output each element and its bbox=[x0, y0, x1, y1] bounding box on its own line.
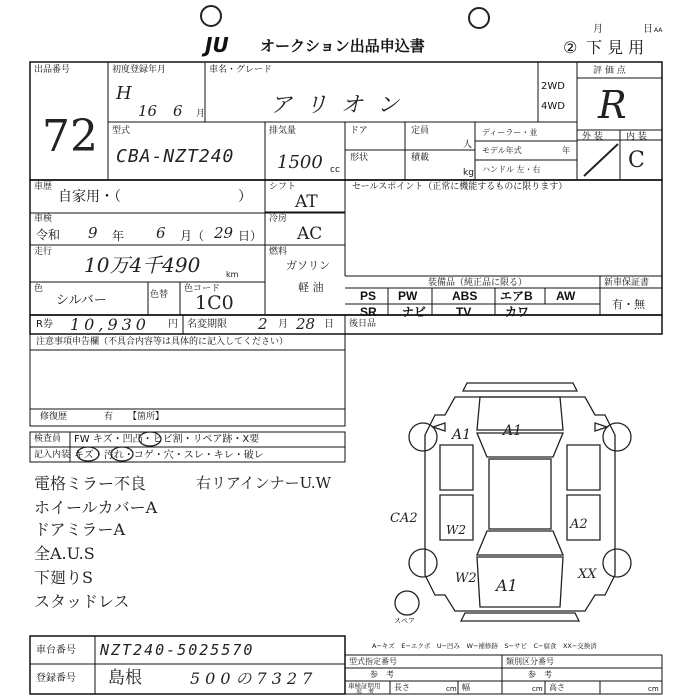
inspector-label: 検査員 bbox=[34, 434, 62, 444]
viewer-mark: ② bbox=[563, 38, 578, 57]
r-ticket-value: 10,930 bbox=[70, 315, 150, 334]
color-replace-label: 色替 bbox=[150, 290, 169, 300]
fuel-label: 燃料 bbox=[269, 247, 288, 257]
model-value: CBA-NZT240 bbox=[116, 146, 235, 167]
note-line-5: 下廻りS bbox=[34, 568, 93, 587]
equipment-abs: ABS bbox=[452, 289, 478, 303]
mileage-unit: km bbox=[226, 270, 239, 279]
door-label: ドア bbox=[350, 126, 368, 136]
rating-slash-icon bbox=[578, 140, 628, 180]
body-mark-6: W2 bbox=[455, 571, 477, 586]
inspector-items: FW キズ・凹凸・ヒビ割・リペア跡・X要 bbox=[74, 434, 260, 445]
equipment-sr: SR bbox=[360, 305, 377, 319]
note-line-6: スタッドレス bbox=[34, 592, 130, 611]
note-line-4: 全A.U.S bbox=[34, 544, 95, 563]
inspection-year-unit: 年 bbox=[112, 229, 125, 243]
equipment-navi: ナビ bbox=[402, 305, 427, 319]
exterior-label: 外 装 bbox=[582, 132, 603, 142]
color-label: 色 bbox=[34, 284, 44, 294]
2wd-label: 2WD bbox=[541, 81, 565, 92]
handle-label: ハンドル 左・右 bbox=[482, 165, 541, 174]
first-registration-label: 初度登録年月 bbox=[112, 65, 167, 75]
model-year-unit: 年 bbox=[562, 146, 570, 155]
displacement-label: 排気量 bbox=[269, 126, 297, 136]
body-mark-3: CA2 bbox=[390, 511, 418, 526]
capacity-label: 定員 bbox=[411, 126, 430, 136]
repair-location-label: 【箇所】 bbox=[128, 412, 165, 422]
repair-has-label: 有 bbox=[104, 412, 114, 422]
equipment-airbag: エアB bbox=[500, 289, 533, 303]
mileage-value: 10万4千490 bbox=[84, 253, 201, 277]
model-label: 型式 bbox=[112, 126, 131, 136]
body-mark-7: A1 bbox=[496, 576, 518, 595]
4wd-label: 4WD bbox=[541, 101, 565, 112]
load-unit: kg bbox=[463, 168, 474, 178]
interior-rating-value: C bbox=[628, 148, 645, 173]
body-mark-5: A2 bbox=[570, 517, 588, 532]
body-mark-8: XX bbox=[578, 567, 597, 582]
interior-label: 内 装 bbox=[626, 132, 647, 142]
body-mark-1: A1 bbox=[452, 427, 472, 443]
sales-point-label: セールスポイント（正常に機能するものに限ります） bbox=[352, 182, 568, 192]
reg-year: 16 bbox=[138, 102, 158, 120]
fuel-light-oil: 軽 油 bbox=[298, 281, 324, 294]
deadline-day-unit: 日 bbox=[324, 319, 334, 330]
car-name-grade-label: 車名・グレード bbox=[209, 65, 273, 75]
mileage-label: 走行 bbox=[34, 247, 53, 257]
rating-value: R bbox=[598, 83, 627, 127]
check-circles bbox=[30, 430, 345, 465]
length-cm: cm bbox=[446, 685, 457, 693]
damage-legend: A−キズ E−エクボ U−凹み W−補修跡 S−サビ C−腐食 XX−交換済 bbox=[372, 642, 597, 650]
inspection-label: 車検 bbox=[34, 214, 53, 224]
car-type-close: ） bbox=[238, 189, 252, 205]
inspection-year-value: 9 bbox=[88, 224, 98, 242]
deadline-month-unit: 月 bbox=[278, 319, 288, 330]
vehicle-cert-label: 車検証明用 bbox=[348, 682, 381, 690]
logo: JU bbox=[205, 33, 229, 57]
ownership-deadline-label: 名変期限 bbox=[187, 319, 227, 330]
height-cm: cm bbox=[648, 685, 659, 693]
displacement-value: 1500 bbox=[277, 152, 323, 173]
color-code-value: 1C0 bbox=[195, 292, 234, 314]
cooling-label: 冷房 bbox=[269, 214, 288, 224]
body-mark-2: A1 bbox=[503, 423, 523, 439]
load-label: 積載 bbox=[411, 153, 430, 163]
inspection-era: 令和 bbox=[36, 228, 61, 242]
interior-check-items: キズ・汚れ・コゲ・穴・スレ・キレ・破レ bbox=[74, 450, 264, 461]
r-ticket-label: R券 bbox=[36, 319, 53, 330]
note-line-3: ドアミラーA bbox=[34, 520, 126, 539]
r-ticket-unit: 円 bbox=[168, 319, 178, 330]
cooling-value: AC bbox=[297, 224, 323, 244]
shift-label: シフト bbox=[269, 182, 297, 192]
equipment-label: 装備品（純正品に限る） bbox=[428, 278, 528, 288]
chassis-number-label: 車台番号 bbox=[36, 645, 76, 656]
width-cm: cm bbox=[532, 685, 543, 693]
deadline-day-value: 28 bbox=[296, 315, 316, 333]
spare-label: スペア bbox=[394, 617, 415, 625]
body-mark-4: W2 bbox=[446, 523, 466, 537]
equipment-tv: TV bbox=[456, 305, 472, 319]
vehicle-cert-reference: 参 考 bbox=[356, 689, 375, 696]
rear-equipment-label: 後日品 bbox=[349, 319, 377, 329]
deadline-month-value: 2 bbox=[258, 315, 268, 333]
registration-location: 島根 bbox=[108, 668, 142, 688]
width-label: 幅 bbox=[462, 683, 470, 692]
capacity-unit: 人 bbox=[463, 140, 473, 150]
day-label: 日 bbox=[643, 24, 653, 35]
equipment-leather: カワ bbox=[505, 305, 530, 319]
car-name-value: アリオン bbox=[270, 93, 413, 118]
interior-check-label: 記入内装 bbox=[34, 450, 71, 460]
aa-label: AA bbox=[654, 27, 663, 34]
note-line-1: 電格ミラー不良 bbox=[34, 474, 147, 493]
dealer-imported-label: ディーラー・並 bbox=[482, 128, 538, 137]
fuel-gasoline: ガソリン bbox=[286, 259, 330, 272]
reg-era: H bbox=[116, 83, 132, 104]
car-body-diagram bbox=[385, 375, 655, 635]
reg-month-unit: 月 bbox=[196, 109, 206, 119]
note-right: 右リアインナーU.W bbox=[196, 474, 332, 492]
color-code-label: 色コード bbox=[184, 284, 221, 294]
shape-label: 形状 bbox=[350, 153, 369, 163]
notes-header: 注意事項申告欄（不具合内容等は具体的に記入してください） bbox=[36, 337, 289, 347]
type-designation-label: 型式指定番号 bbox=[349, 657, 397, 666]
shift-value: AT bbox=[295, 192, 318, 212]
lot-number-label: 出品番号 bbox=[34, 65, 71, 75]
inspection-day-unit: 日） bbox=[238, 229, 263, 243]
equipment-ps: PS bbox=[360, 289, 377, 303]
inspection-day-value: 29 bbox=[214, 224, 234, 242]
car-type-value: 自家用・（ bbox=[58, 189, 121, 205]
car-type-label: 車歴 bbox=[34, 182, 53, 192]
equipment-aw: AW bbox=[556, 289, 576, 303]
inspection-month-unit: 月（ bbox=[180, 229, 205, 243]
new-car-warranty-label: 新車保証書 bbox=[604, 278, 650, 288]
model-year-label: モデル年式 bbox=[482, 146, 522, 155]
rating-label: 評 価 点 bbox=[593, 66, 626, 76]
category-number-label: 類別区分番号 bbox=[506, 657, 554, 666]
note-line-2: ホイールカバーA bbox=[34, 498, 158, 517]
category-number-reference: 参 考 bbox=[528, 670, 552, 679]
height-label: 高さ bbox=[549, 683, 565, 692]
inspection-month-value: 6 bbox=[156, 224, 166, 242]
month-label: 月 bbox=[593, 24, 603, 35]
registration-number-value: 500の7327 bbox=[190, 669, 318, 688]
length-label: 長さ bbox=[394, 683, 410, 692]
registration-number-label: 登録番号 bbox=[36, 673, 76, 684]
cc-label: cc bbox=[330, 165, 340, 175]
form-title: オークション出品申込書 bbox=[260, 37, 425, 55]
chassis-number-value: NZT240-5025570 bbox=[100, 641, 255, 659]
lot-number-value: 72 bbox=[42, 111, 98, 162]
warranty-value: 有・無 bbox=[612, 298, 645, 311]
type-designation-reference: 参 考 bbox=[370, 670, 394, 679]
viewer-label: 下 見 用 bbox=[586, 38, 645, 57]
equipment-pw: PW bbox=[398, 289, 418, 303]
color-value: シルバー bbox=[56, 293, 107, 308]
reg-month: 6 bbox=[173, 102, 183, 120]
repair-history-label: 修復歴 bbox=[40, 412, 68, 422]
